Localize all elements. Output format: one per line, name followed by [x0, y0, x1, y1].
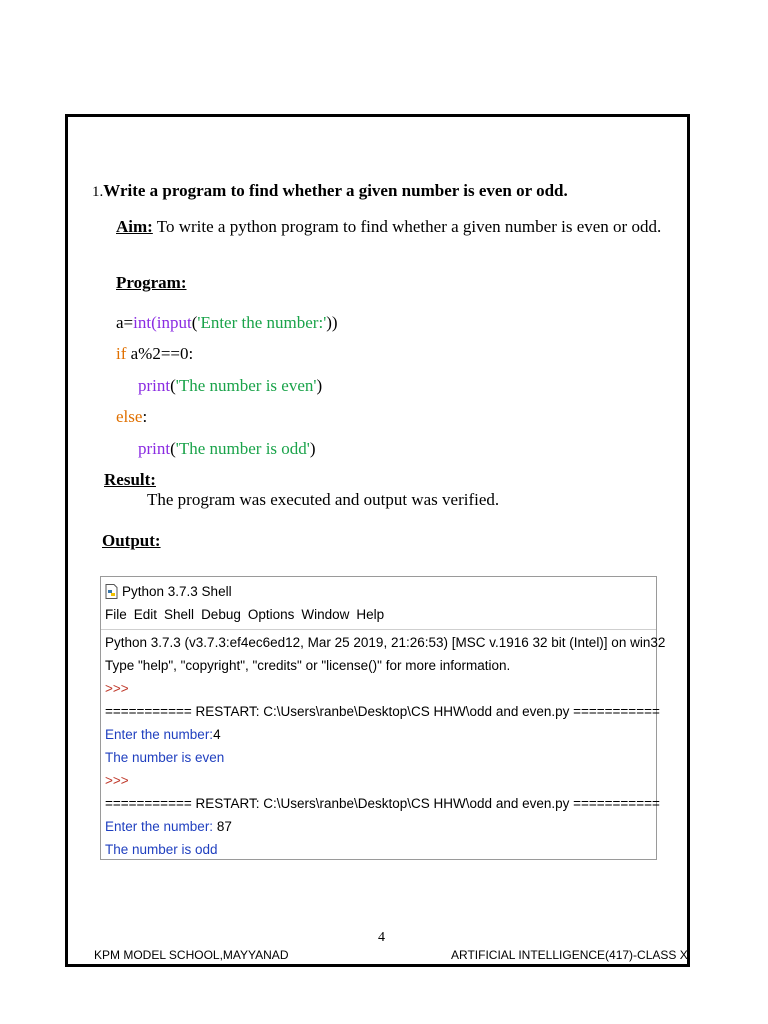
shell-output-area[interactable] [105, 631, 666, 861]
program-label: Program: [116, 273, 187, 292]
shell-user-input: 87 [216, 819, 232, 834]
code-token: ( [191, 313, 198, 332]
code-token: ( [170, 439, 176, 458]
code-token: ( [170, 376, 176, 395]
question-title [92, 181, 568, 201]
shell-output: Enter the number: [105, 819, 217, 834]
shell-line [105, 815, 652, 838]
shell-prompt: >>> [105, 773, 129, 788]
question-number: 1. [92, 184, 104, 200]
shell-line: Type "help", "copyright", "credits" or "license()" for more information. [105, 658, 511, 673]
shell-output: The number is even [105, 750, 225, 765]
code-token: )) [326, 313, 338, 332]
shell-prompt: >>> [105, 681, 129, 696]
python-file-icon [105, 584, 118, 599]
shell-line: =========== RESTART: C:\Users\ranbe\Desktop\CS HHW\odd and even.py =========== [105, 704, 660, 719]
code-string: 'Enter the number:' [197, 313, 327, 332]
result-text: The program was executed and output was verified. [147, 490, 500, 509]
code-line-5 [138, 439, 316, 459]
code-builtin-input: input [156, 313, 192, 332]
menu-shell[interactable]: Shell [164, 607, 195, 622]
shell-line [105, 723, 652, 746]
python-shell-screenshot [100, 576, 666, 860]
question-text: Write a program to find whether a given number is even or odd. [103, 181, 568, 200]
result-label: Result: [104, 470, 156, 489]
menu-window[interactable]: Window [301, 607, 350, 622]
footer-subject: ARTIFICIAL INTELLIGENCE(417)-CLASS X [451, 948, 688, 962]
shell-title-text: Python 3.7.3 Shell [122, 583, 232, 599]
shell-line: =========== RESTART: C:\Users\ranbe\Desktop\CS HHW\odd and even.py =========== [105, 796, 660, 811]
code-builtin-int: int [133, 313, 152, 332]
code-string: 'The number is even' [175, 376, 317, 395]
menu-options[interactable]: Options [247, 607, 295, 622]
shell-menubar [105, 607, 384, 622]
code-keyword-if: if [116, 344, 127, 363]
code-builtin-print: print [138, 376, 171, 395]
menu-debug[interactable]: Debug [201, 607, 241, 622]
code-line-2 [116, 344, 193, 364]
output-label: Output: [102, 531, 161, 550]
shell-output: The number is odd [105, 842, 218, 857]
code-line-3 [138, 376, 322, 396]
code-line-1 [116, 313, 338, 333]
code-builtin-print: print [138, 439, 171, 458]
code-token: ) [316, 376, 323, 395]
shell-line: Python 3.7.3 (v3.7.3:ef4ec6ed12, Mar 25 2019, 21:26:53) [MSC v.1916 32 bit (Intel)] on win32 [105, 635, 666, 650]
menu-help[interactable]: Help [356, 607, 385, 622]
code-token: ) [309, 439, 316, 458]
footer-school: KPM MODEL SCHOOL,MAYYANAD [94, 948, 289, 962]
code-token: : [142, 407, 148, 426]
shell-divider [101, 629, 656, 630]
page-number: 4 [378, 930, 385, 945]
code-line-4 [116, 407, 147, 427]
shell-user-input: 4 [213, 727, 221, 742]
code-keyword-else: else [116, 407, 143, 426]
shell-output: Enter the number: [105, 727, 214, 742]
code-token: a= [116, 313, 134, 332]
aim-text: To write a python program to find whether a given number is even or odd. [152, 217, 662, 236]
code-token: ( [151, 313, 157, 332]
menu-edit[interactable]: Edit [133, 607, 158, 622]
code-string: 'The number is odd' [175, 439, 310, 458]
aim-paragraph [116, 215, 666, 238]
code-token: a%2==0: [126, 344, 194, 363]
menu-file[interactable]: File [105, 607, 127, 622]
shell-title-bar [105, 581, 232, 601]
aim-label: Aim: [116, 217, 153, 236]
